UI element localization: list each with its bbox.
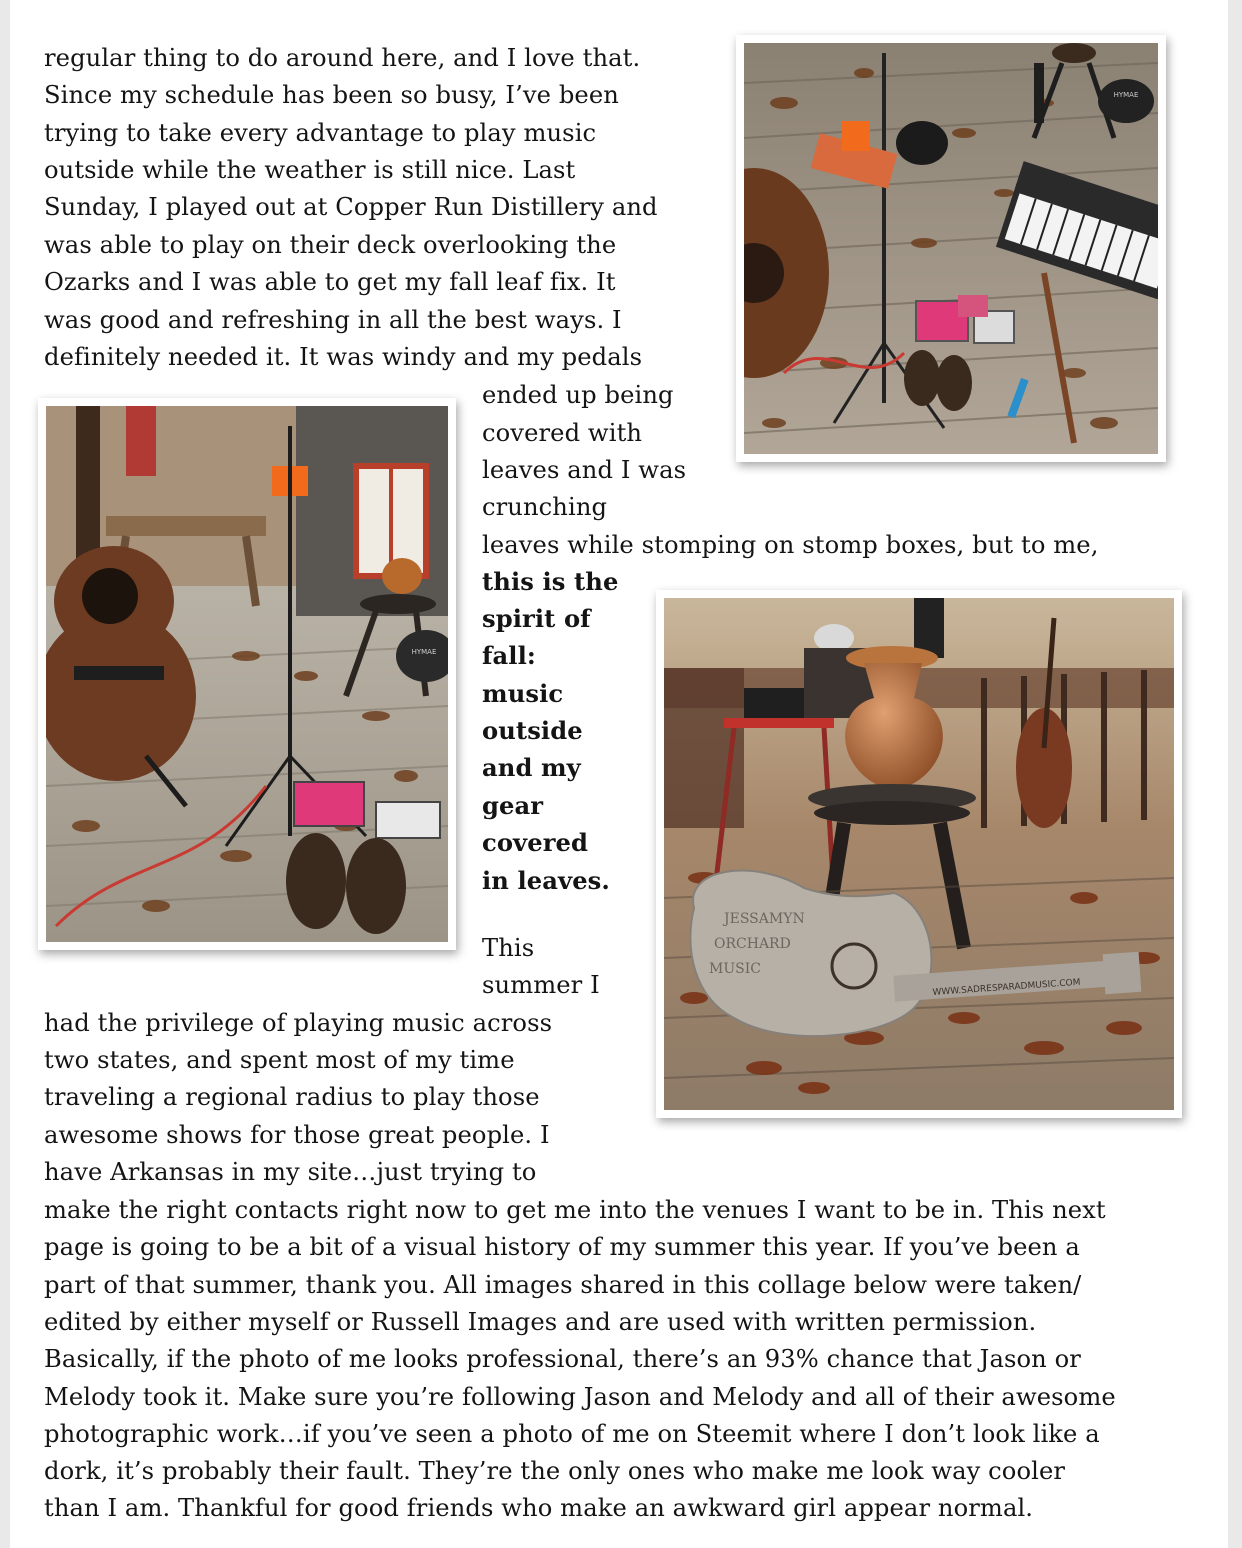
text-line: ended up being xyxy=(482,381,674,409)
pull-quote-line: music xyxy=(482,679,564,708)
text-line: summer I xyxy=(482,971,600,999)
text-line: Ozarks and I was able to get my fall leaf fix. It xyxy=(44,268,616,296)
photo-deck-gear xyxy=(736,35,1166,462)
text-line: edited by either myself or Russell Images and are used with written permission. xyxy=(44,1308,1037,1336)
text-line: definitely needed it. It was windy and my pedals xyxy=(44,343,643,371)
text-line: This xyxy=(482,934,535,962)
text-line: outside while the weather is still nice. Last xyxy=(44,156,576,184)
photo-spittoon-sign xyxy=(656,590,1182,1118)
photo-guitar-stool xyxy=(38,398,456,950)
sign-text-line3: MUSIC xyxy=(709,961,761,977)
text-line: leaves and I was xyxy=(482,456,687,484)
text-line: was able to play on their deck overlooking the xyxy=(44,231,617,259)
text-line: Since my schedule has been so busy, I’ve been xyxy=(44,81,619,109)
pull-quote-line: gear xyxy=(482,791,544,820)
text-line: Sunday, I played out at Copper Run Distillery and xyxy=(44,193,658,221)
text-line: was good and refreshing in all the best ways. I xyxy=(44,306,622,334)
deck-sign-text: HYMAE xyxy=(1113,91,1139,99)
text-line: trying to take every advantage to play music xyxy=(44,119,597,147)
text-line: photographic work…if you’ve seen a photo of me on Steemit where I don’t look like a xyxy=(44,1420,1100,1448)
pull-quote-line: and my xyxy=(482,753,581,782)
text-line: two states, and spent most of my time xyxy=(44,1046,515,1074)
photo-deck-gear-image xyxy=(744,43,1158,454)
text-line: Basically, if the photo of me looks professional, there’s an 93% chance that Jason or xyxy=(44,1345,1081,1373)
sign-url-text: WWW.SADRESPARADMUSIC.COM xyxy=(932,977,1081,998)
text-line: than I am. Thankful for good friends who make an awkward girl appear normal. xyxy=(44,1494,1034,1522)
text-line: traveling a regional radius to play those xyxy=(44,1083,540,1111)
text-line: part of that summer, thank you. All images shared in this collage below were taken/ xyxy=(44,1271,1082,1299)
text-line: covered with xyxy=(482,419,643,447)
text-line: have Arkansas in my site…just trying to xyxy=(44,1158,537,1186)
text-line: leaves while stomping on stomp boxes, but to me, xyxy=(482,531,1099,559)
photo-guitar-stool-image xyxy=(46,406,448,942)
text-line: had the privilege of playing music across xyxy=(44,1009,553,1037)
text-line: crunching xyxy=(482,493,608,521)
stool-sign-text: HYMAE xyxy=(411,648,437,656)
document-page xyxy=(10,0,1228,1548)
pull-quote-line: spirit of xyxy=(482,604,591,633)
text-line: Melody took it. Make sure you’re following Jason and Melody and all of their awesome xyxy=(44,1383,1116,1411)
pull-quote-line: covered xyxy=(482,828,589,857)
sign-text-line1: JESSAMYN xyxy=(724,911,805,927)
photo-spittoon-sign-image xyxy=(664,598,1174,1110)
text-line: awesome shows for those great people. I xyxy=(44,1121,550,1149)
text-line: make the right contacts right now to get me into the venues I want to be in. This next xyxy=(44,1196,1106,1224)
sign-text-line2: ORCHARD xyxy=(714,936,791,952)
pull-quote-line: this is the xyxy=(482,567,619,596)
pull-quote-line: in leaves. xyxy=(482,866,610,895)
text-line: regular thing to do around here, and I love that. xyxy=(44,44,641,72)
pull-quote-line: fall: xyxy=(482,641,536,670)
text-line: page is going to be a bit of a visual history of my summer this year. If you’ve been a xyxy=(44,1233,1080,1261)
pull-quote-line: outside xyxy=(482,716,583,745)
text-line: dork, it’s probably their fault. They’re the only ones who make me look way cooler xyxy=(44,1457,1066,1485)
